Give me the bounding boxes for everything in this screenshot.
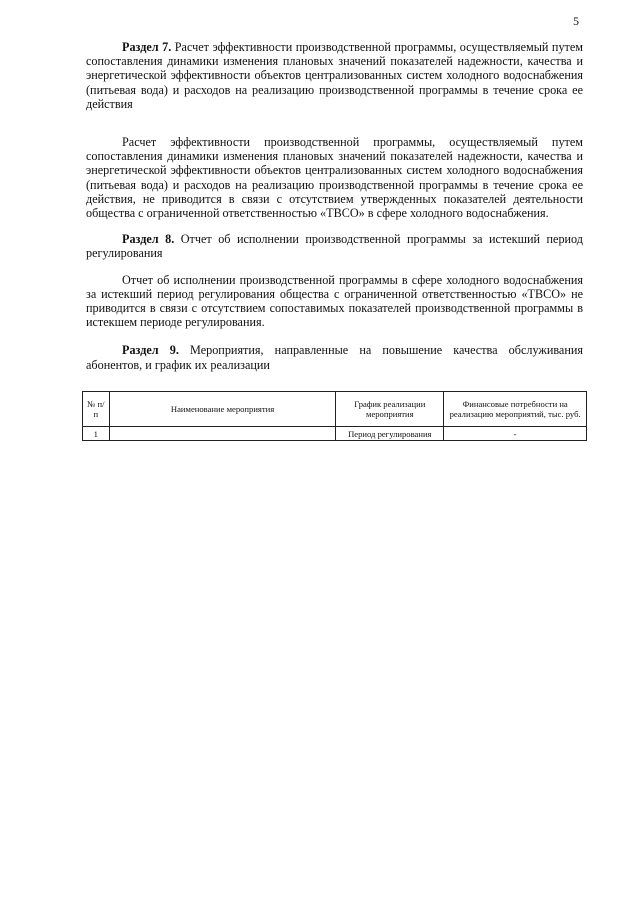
table-header-row <box>83 392 587 427</box>
section8-title: Отчет об исполнении производственной программы за истекший период регулирования <box>86 232 583 261</box>
cell-finance: - <box>444 427 587 441</box>
section7-body: Расчет эффективности производственной программы, осуществляемый путем сопоставления динамики изменения плановых значений показателей надежности, качества и энергетической эффективности объектов централизованных систем холодного водоснабжения (питьевая вода) и расходов на реализацию производственной программы в течение срока ее действия, не приводится в связи с отсутствием утвержденных показателей деятельности общества с ограниченной ответственностью «ТВСО» в сфере холодного водоснабжения. <box>86 135 583 221</box>
document-body <box>86 40 583 372</box>
cell-num: 1 <box>83 427 110 441</box>
table-row <box>83 427 587 441</box>
section8-heading <box>86 232 583 260</box>
section8-label: Раздел 8. <box>122 232 175 247</box>
section9-label: Раздел 9. <box>122 343 179 358</box>
header-num: № п/п <box>83 392 110 427</box>
header-schedule: График реализации мероприятия <box>336 392 444 427</box>
header-name: Наименование мероприятия <box>109 392 336 427</box>
cell-name <box>109 427 336 441</box>
section8-body: Отчет об исполнении производственной программы в сфере холодного водоснабжения за истекший период регулирования общества с ограниченной ответственностью «ТВСО» не приводится в связи с отсутствием сопоставимых показателей производственной программы в истекшем периоде регулирования. <box>86 272 583 330</box>
cell-schedule: Период регулирования <box>336 427 444 441</box>
page-number: 5 <box>573 14 579 28</box>
measures-table <box>82 391 587 441</box>
section9-title: Мероприятия, направленные на повышение качества обслуживания абонентов, и график их реализации <box>86 343 583 372</box>
header-finance: Финансовые потребности на реализацию мероприятий, тыс. руб. <box>444 392 587 427</box>
section7-heading <box>86 40 583 111</box>
section7-title: Расчет эффективности производственной программы, осуществляемый путем сопоставления динамики изменения плановых значений показателей надежности, качества и энергетической эффективности объектов централизованных систем холодного водоснабжения (питьевая вода) и расходов на реализацию производственной программы в течение срока ее действия <box>86 40 583 111</box>
section7-label: Раздел 7. <box>122 40 172 54</box>
section9-heading <box>86 343 583 371</box>
